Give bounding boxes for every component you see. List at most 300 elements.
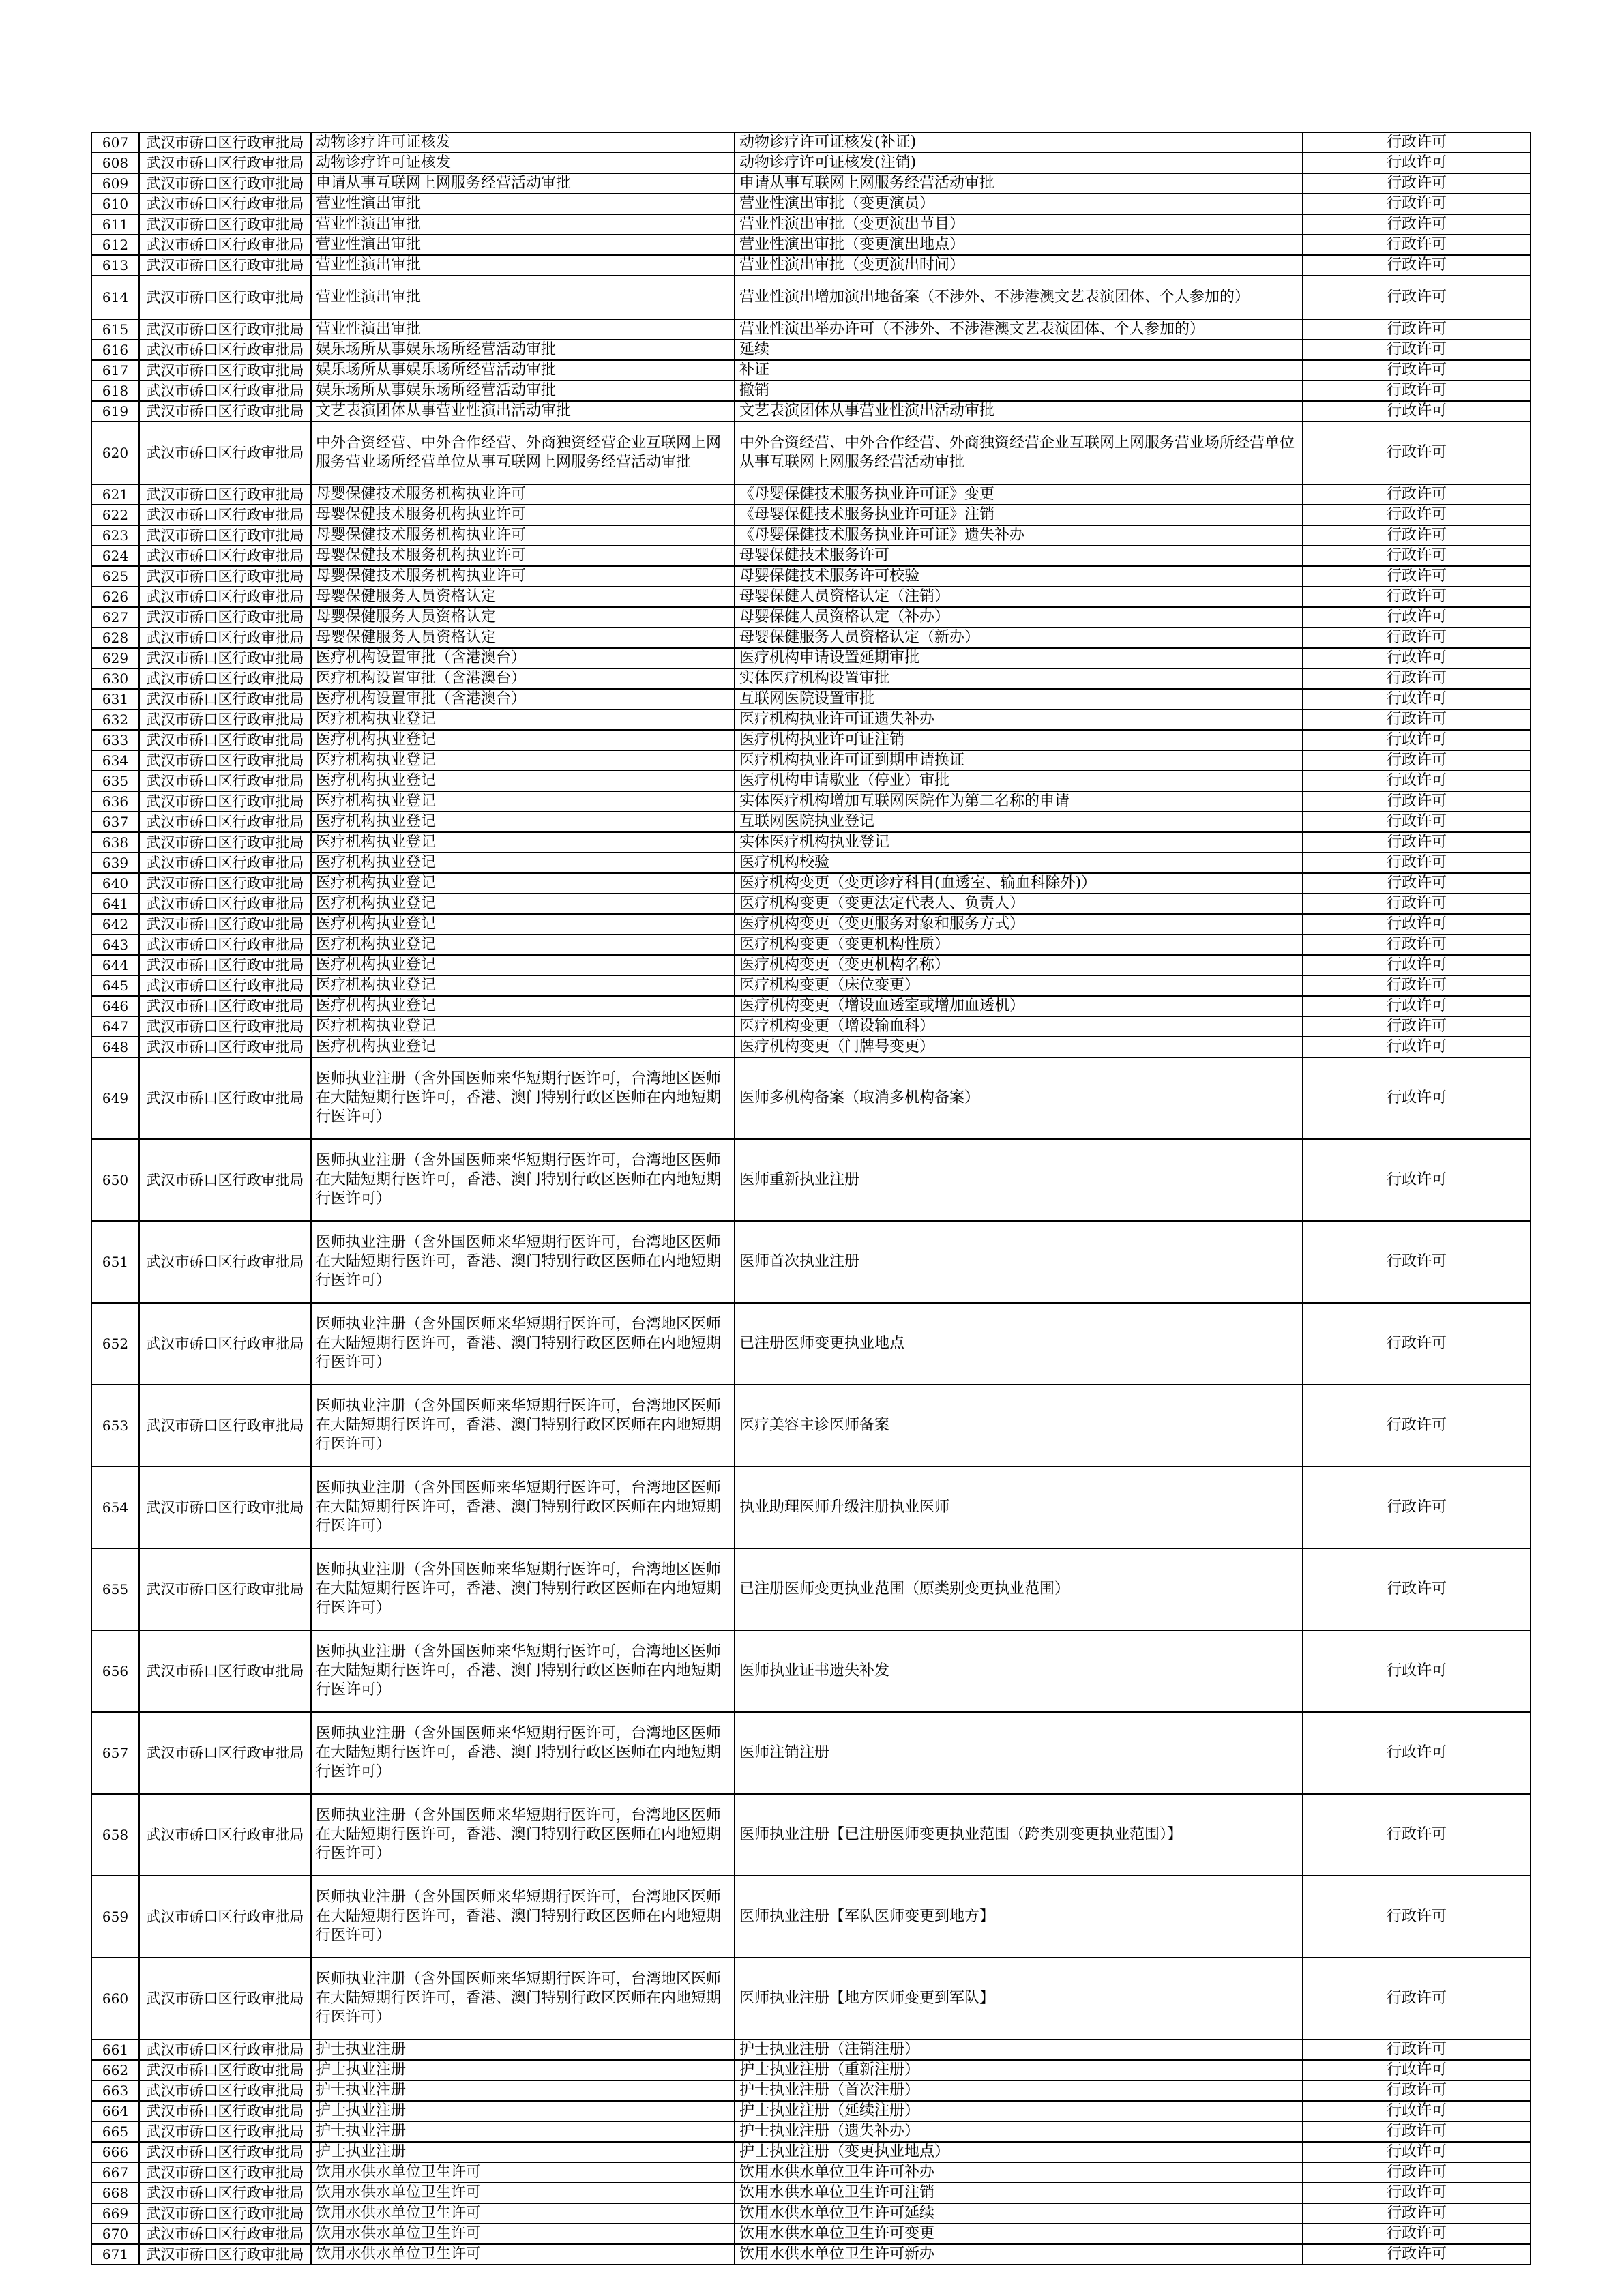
item-cell: 动物诊疗许可证核发 xyxy=(311,132,735,153)
authority-cell: 武汉市硚口区行政审批局 xyxy=(139,668,311,689)
row-number: 633 xyxy=(91,730,139,750)
authority-cell: 武汉市硚口区行政审批局 xyxy=(139,832,311,853)
type-cell: 行政许可 xyxy=(1303,2101,1531,2121)
item-cell: 护士执业注册 xyxy=(311,2080,735,2101)
row-number: 662 xyxy=(91,2060,139,2080)
table-row xyxy=(91,1630,1531,1712)
type-cell: 行政许可 xyxy=(1303,873,1531,894)
type-cell: 行政许可 xyxy=(1303,2060,1531,2080)
sub-item-cell: 饮用水供水单位卫生许可注销 xyxy=(735,2183,1303,2203)
authority-cell: 武汉市硚口区行政审批局 xyxy=(139,1057,311,1139)
type-cell: 行政许可 xyxy=(1303,853,1531,873)
sub-item-cell: 撤销 xyxy=(735,381,1303,401)
table-row xyxy=(91,2244,1531,2265)
item-cell: 护士执业注册 xyxy=(311,2040,735,2060)
sub-item-cell: 医疗机构执业许可证遗失补办 xyxy=(735,709,1303,730)
authority-cell: 武汉市硚口区行政审批局 xyxy=(139,360,311,381)
sub-item-cell: 医疗机构变更（增设输血科） xyxy=(735,1016,1303,1037)
item-cell: 医师执业注册（含外国医师来华短期行医许可，台湾地区医师在大陆短期行医许可，香港、澳门特别行政区医师在内地短期行医许可） xyxy=(311,1712,735,1794)
authority-cell: 武汉市硚口区行政审批局 xyxy=(139,194,311,214)
table-row xyxy=(91,1712,1531,1794)
sub-item-cell: 申请从事互联网上网服务经营活动审批 xyxy=(735,173,1303,194)
sub-item-cell: 饮用水供水单位卫生许可新办 xyxy=(735,2244,1303,2265)
row-number: 640 xyxy=(91,873,139,894)
item-cell: 医疗机构执业登记 xyxy=(311,955,735,975)
authority-cell: 武汉市硚口区行政审批局 xyxy=(139,1958,311,2040)
row-number: 630 xyxy=(91,668,139,689)
sub-item-cell: 执业助理医师升级注册执业医师 xyxy=(735,1467,1303,1548)
item-cell: 医疗机构执业登记 xyxy=(311,812,735,832)
type-cell: 行政许可 xyxy=(1303,1794,1531,1876)
item-cell: 医疗机构执业登记 xyxy=(311,1016,735,1037)
item-cell: 医师执业注册（含外国医师来华短期行医许可，台湾地区医师在大陆短期行医许可，香港、澳门特别行政区医师在内地短期行医许可） xyxy=(311,1958,735,2040)
table-row xyxy=(91,1467,1531,1548)
row-number: 610 xyxy=(91,194,139,214)
sub-item-cell: 互联网医院执业登记 xyxy=(735,812,1303,832)
authority-cell: 武汉市硚口区行政审批局 xyxy=(139,771,311,791)
item-cell: 营业性演出审批 xyxy=(311,255,735,276)
item-cell: 饮用水供水单位卫生许可 xyxy=(311,2224,735,2244)
permit-table-body xyxy=(91,132,1531,2265)
authority-cell: 武汉市硚口区行政审批局 xyxy=(139,546,311,566)
table-row xyxy=(91,132,1531,153)
authority-cell: 武汉市硚口区行政审批局 xyxy=(139,1016,311,1037)
item-cell: 娱乐场所从事娱乐场所经营活动审批 xyxy=(311,340,735,360)
item-cell: 医疗机构执业登记 xyxy=(311,934,735,955)
item-cell: 医疗机构执业登记 xyxy=(311,730,735,750)
sub-item-cell: 医师执业证书遗失补发 xyxy=(735,1630,1303,1712)
table-row xyxy=(91,381,1531,401)
row-number: 628 xyxy=(91,628,139,648)
sub-item-cell: 营业性演出增加演出地备案（不涉外、不涉港澳文艺表演团体、个人参加的） xyxy=(735,276,1303,319)
row-number: 634 xyxy=(91,750,139,771)
row-number: 647 xyxy=(91,1016,139,1037)
type-cell: 行政许可 xyxy=(1303,791,1531,812)
table-row xyxy=(91,235,1531,255)
item-cell: 医疗机构设置审批（含港澳台） xyxy=(311,648,735,668)
item-cell: 医疗机构执业登记 xyxy=(311,1037,735,1057)
type-cell: 行政许可 xyxy=(1303,546,1531,566)
table-row xyxy=(91,1016,1531,1037)
table-row xyxy=(91,422,1531,484)
row-number: 612 xyxy=(91,235,139,255)
sub-item-cell: 实体医疗机构设置审批 xyxy=(735,668,1303,689)
authority-cell: 武汉市硚口区行政审批局 xyxy=(139,255,311,276)
authority-cell: 武汉市硚口区行政审批局 xyxy=(139,484,311,505)
table-row xyxy=(91,2224,1531,2244)
sub-item-cell: 护士执业注册（重新注册） xyxy=(735,2060,1303,2080)
sub-item-cell: 医疗机构变更（门牌号变更） xyxy=(735,1037,1303,1057)
sub-item-cell: 饮用水供水单位卫生许可补办 xyxy=(735,2162,1303,2183)
type-cell: 行政许可 xyxy=(1303,214,1531,235)
table-row xyxy=(91,853,1531,873)
row-number: 614 xyxy=(91,276,139,319)
sub-item-cell: 实体医疗机构执业登记 xyxy=(735,832,1303,853)
table-row xyxy=(91,1385,1531,1467)
type-cell: 行政许可 xyxy=(1303,505,1531,525)
item-cell: 医师执业注册（含外国医师来华短期行医许可，台湾地区医师在大陆短期行医许可，香港、澳门特别行政区医师在内地短期行医许可） xyxy=(311,1303,735,1385)
item-cell: 护士执业注册 xyxy=(311,2121,735,2142)
item-cell: 医疗机构执业登记 xyxy=(311,791,735,812)
item-cell: 饮用水供水单位卫生许可 xyxy=(311,2183,735,2203)
type-cell: 行政许可 xyxy=(1303,750,1531,771)
type-cell: 行政许可 xyxy=(1303,2203,1531,2224)
type-cell: 行政许可 xyxy=(1303,1712,1531,1794)
row-number: 653 xyxy=(91,1385,139,1467)
item-cell: 医疗机构执业登记 xyxy=(311,771,735,791)
authority-cell: 武汉市硚口区行政审批局 xyxy=(139,1385,311,1467)
authority-cell: 武汉市硚口区行政审批局 xyxy=(139,628,311,648)
item-cell: 医疗机构设置审批（含港澳台） xyxy=(311,668,735,689)
table-row xyxy=(91,153,1531,173)
row-number: 645 xyxy=(91,975,139,996)
item-cell: 动物诊疗许可证核发 xyxy=(311,153,735,173)
sub-item-cell: 医疗机构变更（变更诊疗科目(血透室、输血科除外)） xyxy=(735,873,1303,894)
item-cell: 医疗机构执业登记 xyxy=(311,996,735,1016)
sub-item-cell: 医疗机构变更（增设血透室或增加血透机） xyxy=(735,996,1303,1016)
table-row xyxy=(91,255,1531,276)
type-cell: 行政许可 xyxy=(1303,812,1531,832)
sub-item-cell: 医疗机构变更（变更机构名称） xyxy=(735,955,1303,975)
item-cell: 饮用水供水单位卫生许可 xyxy=(311,2244,735,2265)
item-cell: 医疗机构执业登记 xyxy=(311,975,735,996)
sub-item-cell: 营业性演出审批（变更演出节目） xyxy=(735,214,1303,235)
authority-cell: 武汉市硚口区行政审批局 xyxy=(139,2244,311,2265)
item-cell: 医师执业注册（含外国医师来华短期行医许可，台湾地区医师在大陆短期行医许可，香港、澳门特别行政区医师在内地短期行医许可） xyxy=(311,1221,735,1303)
table-row xyxy=(91,1794,1531,1876)
authority-cell: 武汉市硚口区行政审批局 xyxy=(139,132,311,153)
table-row xyxy=(91,360,1531,381)
sub-item-cell: 护士执业注册（遗失补办） xyxy=(735,2121,1303,2142)
authority-cell: 武汉市硚口区行政审批局 xyxy=(139,1794,311,1876)
type-cell: 行政许可 xyxy=(1303,2224,1531,2244)
sub-item-cell: 医疗机构申请歇业（停业）审批 xyxy=(735,771,1303,791)
table-row xyxy=(91,832,1531,853)
item-cell: 医师执业注册（含外国医师来华短期行医许可，台湾地区医师在大陆短期行医许可，香港、澳门特别行政区医师在内地短期行医许可） xyxy=(311,1630,735,1712)
row-number: 615 xyxy=(91,319,139,340)
type-cell: 行政许可 xyxy=(1303,975,1531,996)
row-number: 620 xyxy=(91,422,139,484)
authority-cell: 武汉市硚口区行政审批局 xyxy=(139,812,311,832)
table-row xyxy=(91,894,1531,914)
authority-cell: 武汉市硚口区行政审批局 xyxy=(139,1876,311,1958)
item-cell: 母婴保健服务人员资格认定 xyxy=(311,628,735,648)
table-row xyxy=(91,546,1531,566)
sub-item-cell: 医疗机构校验 xyxy=(735,853,1303,873)
row-number: 667 xyxy=(91,2162,139,2183)
item-cell: 饮用水供水单位卫生许可 xyxy=(311,2203,735,2224)
type-cell: 行政许可 xyxy=(1303,566,1531,587)
item-cell: 护士执业注册 xyxy=(311,2101,735,2121)
item-cell: 母婴保健技术服务机构执业许可 xyxy=(311,525,735,546)
type-cell: 行政许可 xyxy=(1303,153,1531,173)
item-cell: 母婴保健服务人员资格认定 xyxy=(311,587,735,607)
sub-item-cell: 护士执业注册（注销注册） xyxy=(735,2040,1303,2060)
row-number: 669 xyxy=(91,2203,139,2224)
item-cell: 母婴保健技术服务机构执业许可 xyxy=(311,484,735,505)
item-cell: 医疗机构执业登记 xyxy=(311,873,735,894)
type-cell: 行政许可 xyxy=(1303,934,1531,955)
authority-cell: 武汉市硚口区行政审批局 xyxy=(139,340,311,360)
item-cell: 医疗机构设置审批（含港澳台） xyxy=(311,689,735,709)
row-number: 635 xyxy=(91,771,139,791)
type-cell: 行政许可 xyxy=(1303,194,1531,214)
table-row xyxy=(91,1876,1531,1958)
table-row xyxy=(91,750,1531,771)
table-row xyxy=(91,214,1531,235)
type-cell: 行政许可 xyxy=(1303,1548,1531,1630)
authority-cell: 武汉市硚口区行政审批局 xyxy=(139,173,311,194)
sub-item-cell: 医疗机构变更（床位变更） xyxy=(735,975,1303,996)
table-row xyxy=(91,1221,1531,1303)
authority-cell: 武汉市硚口区行政审批局 xyxy=(139,2040,311,2060)
row-number: 643 xyxy=(91,934,139,955)
authority-cell: 武汉市硚口区行政审批局 xyxy=(139,975,311,996)
type-cell: 行政许可 xyxy=(1303,255,1531,276)
authority-cell: 武汉市硚口区行政审批局 xyxy=(139,648,311,668)
table-row xyxy=(91,1303,1531,1385)
authority-cell: 武汉市硚口区行政审批局 xyxy=(139,1467,311,1548)
authority-cell: 武汉市硚口区行政审批局 xyxy=(139,996,311,1016)
table-row xyxy=(91,709,1531,730)
type-cell: 行政许可 xyxy=(1303,914,1531,934)
row-number: 654 xyxy=(91,1467,139,1548)
authority-cell: 武汉市硚口区行政审批局 xyxy=(139,235,311,255)
type-cell: 行政许可 xyxy=(1303,276,1531,319)
row-number: 657 xyxy=(91,1712,139,1794)
table-row xyxy=(91,194,1531,214)
sub-item-cell: 文艺表演团体从事营业性演出活动审批 xyxy=(735,401,1303,422)
authority-cell: 武汉市硚口区行政审批局 xyxy=(139,1712,311,1794)
row-number: 632 xyxy=(91,709,139,730)
type-cell: 行政许可 xyxy=(1303,381,1531,401)
sub-item-cell: 饮用水供水单位卫生许可变更 xyxy=(735,2224,1303,2244)
authority-cell: 武汉市硚口区行政审批局 xyxy=(139,1139,311,1221)
row-number: 623 xyxy=(91,525,139,546)
sub-item-cell: 营业性演出审批（变更演员） xyxy=(735,194,1303,214)
sub-item-cell: 营业性演出审批（变更演出时间） xyxy=(735,255,1303,276)
table-row xyxy=(91,873,1531,894)
sub-item-cell: 医疗机构执业许可证到期申请换证 xyxy=(735,750,1303,771)
sub-item-cell: 母婴保健人员资格认定（注销） xyxy=(735,587,1303,607)
type-cell: 行政许可 xyxy=(1303,173,1531,194)
row-number: 621 xyxy=(91,484,139,505)
type-cell: 行政许可 xyxy=(1303,955,1531,975)
authority-cell: 武汉市硚口区行政审批局 xyxy=(139,2121,311,2142)
sub-item-cell: 医疗机构变更（变更服务对象和服务方式） xyxy=(735,914,1303,934)
sub-item-cell: 动物诊疗许可证核发(注销) xyxy=(735,153,1303,173)
table-row xyxy=(91,1548,1531,1630)
row-number: 663 xyxy=(91,2080,139,2101)
authority-cell: 武汉市硚口区行政审批局 xyxy=(139,894,311,914)
item-cell: 医师执业注册（含外国医师来华短期行医许可，台湾地区医师在大陆短期行医许可，香港、澳门特别行政区医师在内地短期行医许可） xyxy=(311,1794,735,1876)
table-row xyxy=(91,607,1531,628)
sub-item-cell: 动物诊疗许可证核发(补证) xyxy=(735,132,1303,153)
row-number: 613 xyxy=(91,255,139,276)
type-cell: 行政许可 xyxy=(1303,2080,1531,2101)
table-row xyxy=(91,628,1531,648)
type-cell: 行政许可 xyxy=(1303,484,1531,505)
type-cell: 行政许可 xyxy=(1303,2183,1531,2203)
type-cell: 行政许可 xyxy=(1303,1876,1531,1958)
type-cell: 行政许可 xyxy=(1303,668,1531,689)
table-row xyxy=(91,812,1531,832)
item-cell: 营业性演出审批 xyxy=(311,319,735,340)
authority-cell: 武汉市硚口区行政审批局 xyxy=(139,730,311,750)
table-row xyxy=(91,401,1531,422)
item-cell: 申请从事互联网上网服务经营活动审批 xyxy=(311,173,735,194)
row-number: 651 xyxy=(91,1221,139,1303)
row-number: 629 xyxy=(91,648,139,668)
table-row xyxy=(91,934,1531,955)
row-number: 616 xyxy=(91,340,139,360)
row-number: 659 xyxy=(91,1876,139,1958)
sub-item-cell: 医师多机构备案（取消多机构备案） xyxy=(735,1057,1303,1139)
item-cell: 娱乐场所从事娱乐场所经营活动审批 xyxy=(311,381,735,401)
row-number: 644 xyxy=(91,955,139,975)
item-cell: 医疗机构执业登记 xyxy=(311,894,735,914)
row-number: 619 xyxy=(91,401,139,422)
sub-item-cell: 《母婴保健技术服务执业许可证》变更 xyxy=(735,484,1303,505)
table-row xyxy=(91,173,1531,194)
authority-cell: 武汉市硚口区行政审批局 xyxy=(139,934,311,955)
row-number: 608 xyxy=(91,153,139,173)
table-row xyxy=(91,587,1531,607)
type-cell: 行政许可 xyxy=(1303,235,1531,255)
type-cell: 行政许可 xyxy=(1303,1385,1531,1467)
sub-item-cell: 医疗机构变更（变更法定代表人、负责人） xyxy=(735,894,1303,914)
table-row xyxy=(91,2142,1531,2162)
table-row xyxy=(91,1037,1531,1057)
table-row xyxy=(91,668,1531,689)
row-number: 638 xyxy=(91,832,139,853)
type-cell: 行政许可 xyxy=(1303,2121,1531,2142)
row-number: 670 xyxy=(91,2224,139,2244)
table-row xyxy=(91,975,1531,996)
type-cell: 行政许可 xyxy=(1303,340,1531,360)
authority-cell: 武汉市硚口区行政审批局 xyxy=(139,607,311,628)
sub-item-cell: 护士执业注册（首次注册） xyxy=(735,2080,1303,2101)
authority-cell: 武汉市硚口区行政审批局 xyxy=(139,153,311,173)
item-cell: 母婴保健服务人员资格认定 xyxy=(311,607,735,628)
row-number: 624 xyxy=(91,546,139,566)
row-number: 627 xyxy=(91,607,139,628)
table-row xyxy=(91,996,1531,1016)
item-cell: 医师执业注册（含外国医师来华短期行医许可，台湾地区医师在大陆短期行医许可，香港、澳门特别行政区医师在内地短期行医许可） xyxy=(311,1139,735,1221)
table-row xyxy=(91,2040,1531,2060)
table-row xyxy=(91,505,1531,525)
row-number: 631 xyxy=(91,689,139,709)
authority-cell: 武汉市硚口区行政审批局 xyxy=(139,2080,311,2101)
sub-item-cell: 医师执业注册【地方医师变更到军队】 xyxy=(735,1958,1303,2040)
item-cell: 护士执业注册 xyxy=(311,2060,735,2080)
authority-cell: 武汉市硚口区行政审批局 xyxy=(139,1630,311,1712)
table-row xyxy=(91,689,1531,709)
row-number: 668 xyxy=(91,2183,139,2203)
table-row xyxy=(91,791,1531,812)
type-cell: 行政许可 xyxy=(1303,1303,1531,1385)
item-cell: 医疗机构执业登记 xyxy=(311,832,735,853)
sub-item-cell: 医疗美容主诊医师备案 xyxy=(735,1385,1303,1467)
item-cell: 营业性演出审批 xyxy=(311,276,735,319)
type-cell: 行政许可 xyxy=(1303,689,1531,709)
item-cell: 营业性演出审批 xyxy=(311,194,735,214)
row-number: 666 xyxy=(91,2142,139,2162)
item-cell: 营业性演出审批 xyxy=(311,214,735,235)
item-cell: 医师执业注册（含外国医师来华短期行医许可，台湾地区医师在大陆短期行医许可，香港、澳门特别行政区医师在内地短期行医许可） xyxy=(311,1467,735,1548)
row-number: 637 xyxy=(91,812,139,832)
item-cell: 中外合资经营、中外合作经营、外商独资经营企业互联网上网服务营业场所经营单位从事互联网上网服务经营活动审批 xyxy=(311,422,735,484)
sub-item-cell: 医师执业注册【军队医师变更到地方】 xyxy=(735,1876,1303,1958)
row-number: 611 xyxy=(91,214,139,235)
type-cell: 行政许可 xyxy=(1303,1016,1531,1037)
item-cell: 母婴保健技术服务机构执业许可 xyxy=(311,505,735,525)
type-cell: 行政许可 xyxy=(1303,894,1531,914)
authority-cell: 武汉市硚口区行政审批局 xyxy=(139,401,311,422)
authority-cell: 武汉市硚口区行政审批局 xyxy=(139,689,311,709)
type-cell: 行政许可 xyxy=(1303,1221,1531,1303)
type-cell: 行政许可 xyxy=(1303,1037,1531,1057)
type-cell: 行政许可 xyxy=(1303,996,1531,1016)
row-number: 617 xyxy=(91,360,139,381)
permit-table xyxy=(91,132,1531,2265)
sub-item-cell: 医疗机构申请设置延期审批 xyxy=(735,648,1303,668)
row-number: 609 xyxy=(91,173,139,194)
type-cell: 行政许可 xyxy=(1303,422,1531,484)
item-cell: 饮用水供水单位卫生许可 xyxy=(311,2162,735,2183)
type-cell: 行政许可 xyxy=(1303,1958,1531,2040)
table-row xyxy=(91,276,1531,319)
sub-item-cell: 《母婴保健技术服务执业许可证》遗失补办 xyxy=(735,525,1303,546)
authority-cell: 武汉市硚口区行政审批局 xyxy=(139,2203,311,2224)
type-cell: 行政许可 xyxy=(1303,401,1531,422)
type-cell: 行政许可 xyxy=(1303,587,1531,607)
table-row xyxy=(91,2101,1531,2121)
table-row xyxy=(91,2060,1531,2080)
sub-item-cell: 护士执业注册（变更执业地点） xyxy=(735,2142,1303,2162)
authority-cell: 武汉市硚口区行政审批局 xyxy=(139,566,311,587)
row-number: 671 xyxy=(91,2244,139,2265)
sub-item-cell: 母婴保健人员资格认定（补办） xyxy=(735,607,1303,628)
type-cell: 行政许可 xyxy=(1303,771,1531,791)
authority-cell: 武汉市硚口区行政审批局 xyxy=(139,914,311,934)
authority-cell: 武汉市硚口区行政审批局 xyxy=(139,2183,311,2203)
item-cell: 文艺表演团体从事营业性演出活动审批 xyxy=(311,401,735,422)
sub-item-cell: 母婴保健技术服务许可 xyxy=(735,546,1303,566)
authority-cell: 武汉市硚口区行政审批局 xyxy=(139,1037,311,1057)
row-number: 639 xyxy=(91,853,139,873)
sub-item-cell: 医疗机构变更（变更机构性质） xyxy=(735,934,1303,955)
type-cell: 行政许可 xyxy=(1303,132,1531,153)
row-number: 658 xyxy=(91,1794,139,1876)
sub-item-cell: 医师重新执业注册 xyxy=(735,1139,1303,1221)
type-cell: 行政许可 xyxy=(1303,2244,1531,2265)
sub-item-cell: 中外合资经营、中外合作经营、外商独资经营企业互联网上网服务营业场所经营单位从事互联网上网服务经营活动审批 xyxy=(735,422,1303,484)
table-row xyxy=(91,2183,1531,2203)
row-number: 622 xyxy=(91,505,139,525)
item-cell: 营业性演出审批 xyxy=(311,235,735,255)
table-row xyxy=(91,648,1531,668)
type-cell: 行政许可 xyxy=(1303,1467,1531,1548)
authority-cell: 武汉市硚口区行政审批局 xyxy=(139,853,311,873)
authority-cell: 武汉市硚口区行政审批局 xyxy=(139,214,311,235)
table-row xyxy=(91,1958,1531,2040)
type-cell: 行政许可 xyxy=(1303,525,1531,546)
sub-item-cell: 母婴保健技术服务许可校验 xyxy=(735,566,1303,587)
table-row xyxy=(91,914,1531,934)
item-cell: 护士执业注册 xyxy=(311,2142,735,2162)
item-cell: 医师执业注册（含外国医师来华短期行医许可，台湾地区医师在大陆短期行医许可，香港、澳门特别行政区医师在内地短期行医许可） xyxy=(311,1876,735,1958)
